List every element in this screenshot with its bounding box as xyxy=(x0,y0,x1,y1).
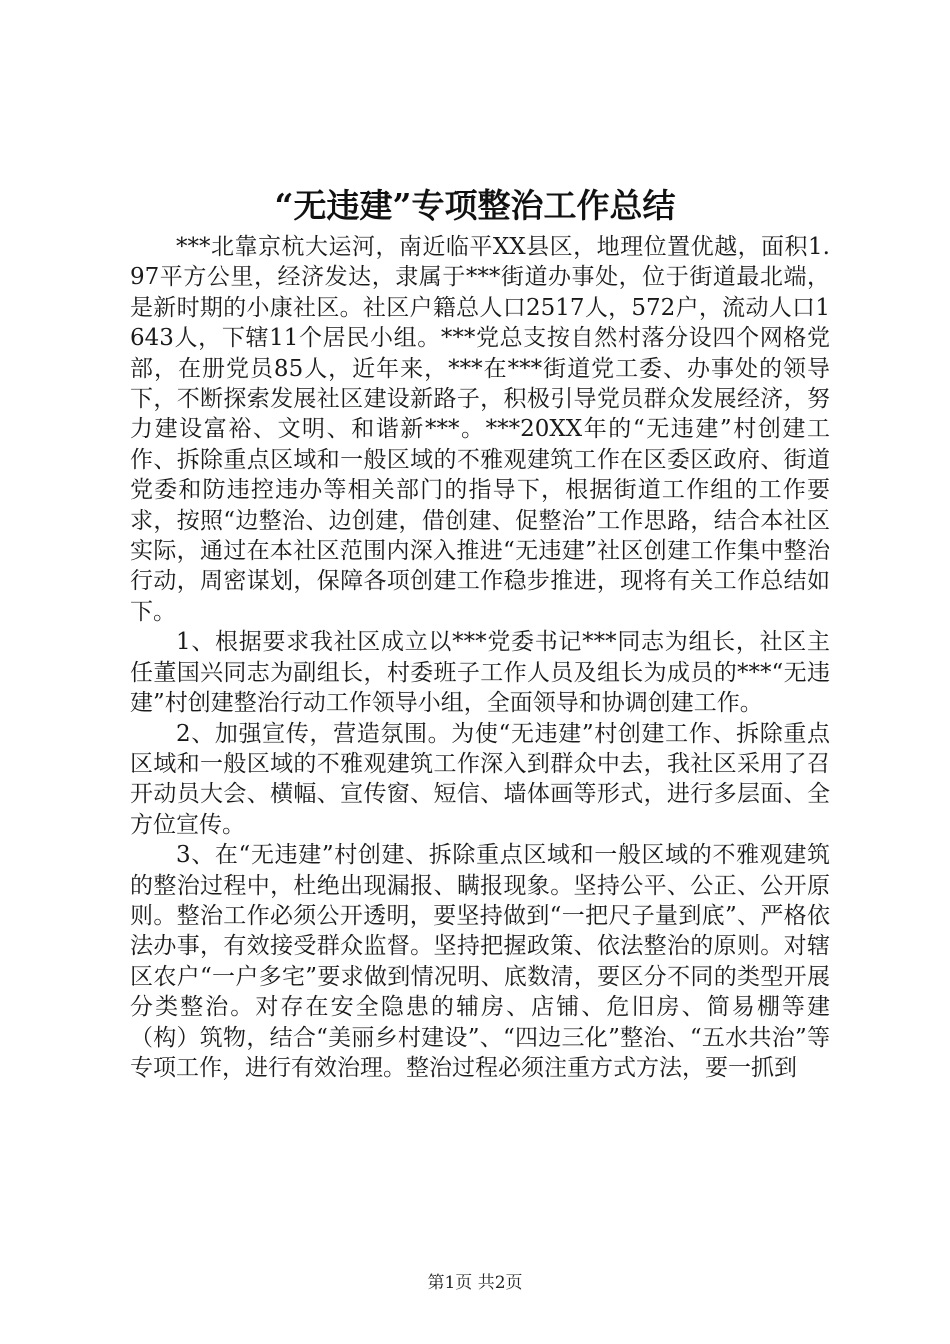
document-body xyxy=(130,232,830,1083)
paragraph-item-3: 3、在“无违建”村创建、拆除重点区域和一般区域的不雅观建筑的整治过程中，杜绝出现漏报、瞒报现象。坚持公平、公正、公开原则。整治工作必须公开透明，要坚持做到“一把尺子量到底”、严格依法办事，有效接受群众监督。坚持把握政策、依法整治的原则。对辖区农户“一户多宅”要求做到情况明、底数清，要区分不同的类型开展分类整治。对存在安全隐患的辅房、店铺、危旧房、简易棚等建（构）筑物，结合“美丽乡村建设”、“四边三化”整治、“五水共治”等专项工作，进行有效治理。整治过程必须注重方式方法，要一抓到 xyxy=(130,842,830,1081)
paragraph-item-1: 1、根据要求我社区成立以***党委书记***同志为组长，社区主任董国兴同志为副组长，村委班子工作人员及组长为成员的***“无违建”村创建整治行动工作领导小组，全面领导和协调创建工作。 xyxy=(130,629,830,717)
document-title: “无违建”专项整治工作总结 xyxy=(274,186,676,225)
paragraph-item-2: 2、加强宣传，营造氛围。为使“无违建”村创建工作、拆除重点区域和一般区域的不雅观建筑工作深入到群众中去，我社区采用了召开动员大会、横幅、宣传窗、短信、墙体画等形式，进行多层面、全方位宣传。 xyxy=(130,720,830,838)
paragraph-intro: ***北靠京杭大运河，南近临平XX县区，地理位置优越，面积1.97平方公里，经济发达，隶属于***街道办事处，位于街道最北端，是新时期的小康社区。社区户籍总人口2517人，572户，流动人口1643人，下辖11个居民小组。***党总支按自然村落分设四个网格党部，在册党员85人，近年来，***在***街道党工委、办事处的领导下，不断探索发展社区建设新路子，积极引导党员群众发展经济，努力建设富裕、文明、和谐新***。***20XX年的“无违建”村创建工作、拆除重点区域和一般区域的不雅观建筑工作在区委区政府、街道党委和防违控违办等相关部门的指导下，根据街道工作组的工作要求，按照“边整治、边创建，借创建、促整治”工作思路，结合本社区实际，通过在本社区范围内深入推进“无违建”社区创建工作集中整治行动，周密谋划，保障各项创建工作稳步推进，现将有关工作总结如下。 xyxy=(130,234,830,625)
page-footer: 第1页 共2页 xyxy=(427,1273,523,1293)
